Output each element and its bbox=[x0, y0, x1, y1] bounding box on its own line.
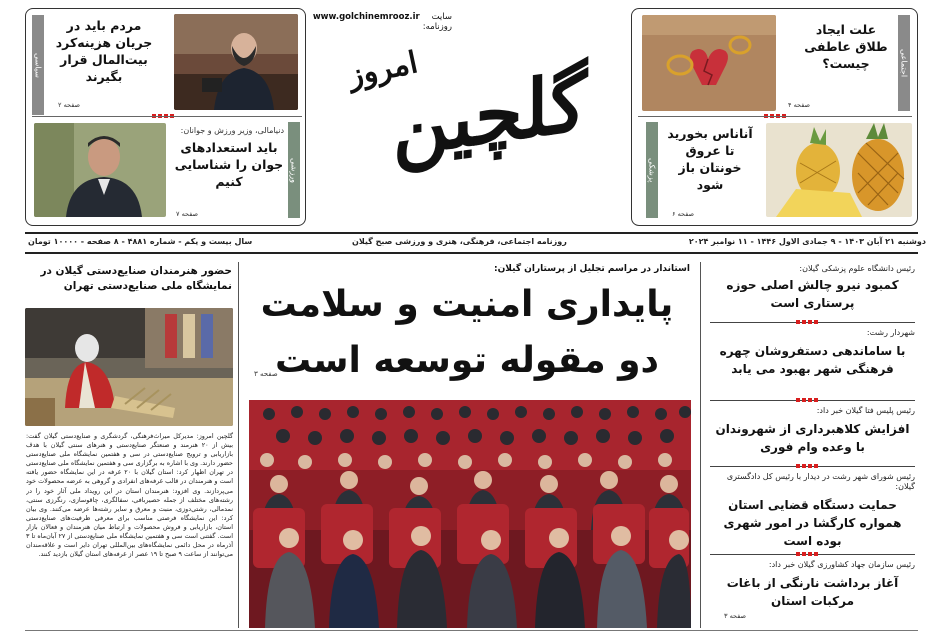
top-right-box bbox=[631, 8, 918, 226]
photo-nurses-ceremony-audience bbox=[249, 400, 691, 628]
divider-line bbox=[32, 116, 302, 117]
section-tab-social: اجتماعی bbox=[898, 15, 910, 111]
photo-pineapple bbox=[766, 123, 912, 217]
headline-sports[interactable]: باید استعدادهای جوان را شناسایی کنیم bbox=[174, 140, 284, 189]
right-column-divider bbox=[700, 262, 701, 628]
right-item-4-kicker: رئیس شورای شهر رشت در دیدار با رئیس کل دادگستری گیلان: bbox=[726, 472, 915, 491]
dateline-date: دوشنبه ۲۱ آبان ۱۴۰۳ - ۹ جمادی الاول ۱۴۴۶ - ۱۱ نوامبر ۲۰۲۴ bbox=[688, 237, 926, 246]
right-item-dots-3 bbox=[796, 464, 818, 468]
section-tab-political: سیاسی bbox=[32, 15, 44, 115]
right-item-2-headline[interactable]: با ساماندهی دستفروشان چهره فرهنگی شهر بهبود می یابد bbox=[719, 344, 906, 376]
page-ref-social: صفحه ۴ bbox=[788, 101, 811, 109]
main-story-headline-2[interactable]: دو مقوله توسعه است bbox=[274, 340, 660, 381]
photo-official-speaking bbox=[174, 14, 298, 110]
photo-broken-rings bbox=[642, 15, 776, 111]
right-item-2-kicker: شهردار رشت: bbox=[866, 328, 915, 337]
right-item-4-headline[interactable]: حمایت دستگاه قضایی استان همواره کارگشا در امور شهری بوده است bbox=[723, 498, 902, 548]
headline-medical[interactable]: آناناس بخورید تا عروق خونتان باز شود bbox=[667, 126, 753, 192]
website-url[interactable]: www.golchinemrooz.ir bbox=[312, 12, 420, 22]
main-story-headline-1[interactable]: پایداری امنیت و سلامت bbox=[260, 284, 674, 325]
page-ref-political: صفحه ۲ bbox=[58, 101, 81, 109]
dateline-tagline: روزنامه اجتماعی، فرهنگی، هنری و ورزشی صبح گیلان bbox=[352, 237, 567, 246]
left-story-body: گلچین امروز: مدیرکل میراث‌فرهنگی، گردشگری و صنایع‌دستی گیلان گفت: بیش از ۲۰ هنرمند و صنعتگر صنایع‌دستی و هنرهای سنتی گیلان با هدف بازاریابی و ترویج صنایع‌دستی در سی و هفتمین نمایشگاه ملی صنایع‌دستی حضور دارند. وی با اشاره به برگزاری سی و هفتمین نمایشگاه ملی صنایع‌دستی در تهران اظهار کرد: استان گیلان با ۲۰ غرفه در این نمایشگاه حضور یافته است و هنرمندان در قالب غرفه‌های انفرادی و گروهی به عرضه محصولات خود می‌پردازند. وی افزود: هنرمندان استان در این رویداد ملی آثار خود را در رشته‌های مختلف از جمله حصیربافی، سفالگری، چاقوسازی، رنگرزی سنتی، نمدمالی، رشتی‌دوزی، منبت و معرق و سایر رشته‌ها عرضه می‌کنند. وی بیان کرد: این نمایشگاه فرصتی مناسب برای معرفی ظرفیت‌های صنایع‌دستی استان، بازاریابی و فروش محصولات و ارتباط میان هنرمندان و فعالان بازار است. گفتنی است سی و هفتمین نمایشگاه ملی صنایع‌دستی از ۲۷ آبان‌ماه تا ۳ آذرماه در محل دائمی نمایشگاه‌های بین‌المللی تهران دایر است و علاقه‌مندان می‌توانند از ساعت ۹ صبح تا ۱۹ عصر از غرفه‌های استان گیلان بازدید کنند. bbox=[26, 432, 233, 559]
right-item-1-kicker: رئیس دانشگاه علوم پزشکی گیلان: bbox=[799, 264, 915, 273]
right-item-5-kicker: رئیس سازمان جهاد کشاورزی گیلان خبر داد: bbox=[768, 560, 915, 569]
logo-word-main: گلچین bbox=[392, 55, 588, 176]
page-bottom-rule bbox=[25, 630, 918, 631]
dateline-top-rule bbox=[25, 232, 918, 234]
headline-social[interactable]: علت ایجاد طلاق عاطفی چیست؟ bbox=[804, 22, 888, 71]
right-item-dots-2 bbox=[796, 398, 818, 402]
right-item-5-headline[interactable]: آغاز برداشت نارنگی از باغات مرکبات استان bbox=[726, 576, 899, 608]
photo-handicraft-artisan bbox=[25, 308, 233, 426]
right-item-dots-4 bbox=[796, 552, 818, 556]
dateline-bottom-rule bbox=[25, 252, 918, 254]
section-tab-sports: ورزشی bbox=[288, 122, 300, 218]
section-tab-medical: پزشکی bbox=[646, 122, 658, 218]
right-item-3-headline[interactable]: افزایش کلاهبرداری از شهروندان با وعده وام فوری bbox=[715, 422, 910, 454]
photo-sports-minister bbox=[34, 123, 166, 217]
right-item-5-page: صفحه ۳ bbox=[724, 612, 747, 620]
page-ref-sports: صفحه ۷ bbox=[176, 210, 199, 218]
dateline-issue: سال بیست و یکم - شماره ۴۸۸۱ - ۸ صفحه - ۱۰۰۰۰ تومان bbox=[28, 237, 253, 246]
top-left-box bbox=[25, 8, 306, 226]
main-story-page: صفحه ۳ bbox=[254, 370, 278, 378]
right-item-dots-1 bbox=[796, 320, 818, 324]
website-label: سایت روزنامه: bbox=[422, 12, 452, 32]
left-story-headline[interactable]: حضور هنرمندان صنایع‌دستی گیلان در نمایشگاه ملی صنایع‌دستی تهران bbox=[40, 265, 232, 292]
right-item-1-headline[interactable]: کمبود نیرو چالش اصلی حوزه پرستاری است bbox=[726, 278, 899, 310]
left-column-divider bbox=[238, 262, 239, 628]
headline-political[interactable]: مردم باید در جریان هزینه‌کرد بیت‌المال قرار بگیرند bbox=[55, 18, 153, 84]
divider-line-right bbox=[638, 116, 912, 117]
masthead-logo bbox=[330, 22, 620, 222]
logo-word-small: امروز bbox=[345, 45, 421, 94]
kicker-sports: دنیامالی، وزیر ورزش و جوانان: bbox=[180, 126, 284, 135]
right-item-3-kicker: رئیس پلیس فتا گیلان خبر داد: bbox=[816, 406, 915, 415]
page-ref-medical: صفحه ۶ bbox=[672, 210, 695, 218]
main-story-kicker: استاندار در مراسم تجلیل از پرستاران گیلان: bbox=[494, 264, 690, 274]
